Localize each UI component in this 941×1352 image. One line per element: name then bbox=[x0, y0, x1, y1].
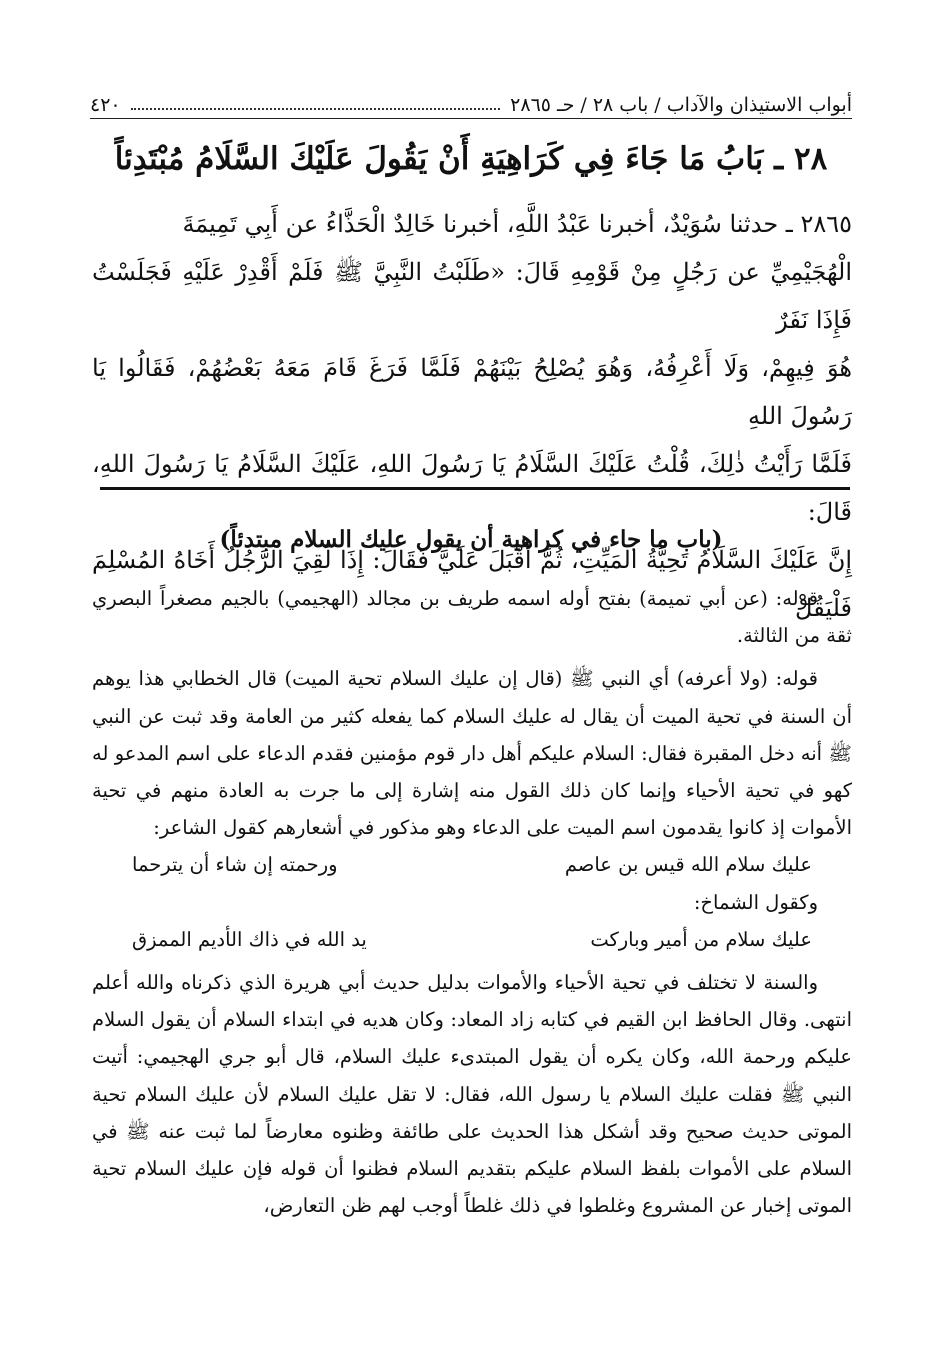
hadith-line: فَلَمَّا رَأَيْتُ ذٰلِكَ، قُلْتُ عَلَيْكَ السَّلَامُ يَا رَسُولَ اللهِ، عَلَيْكَ السَّلَامُ يَا رَسُولَ اللهِ، قَالَ: bbox=[92, 450, 852, 526]
hadith-line: إِنَّ عَلَيْكَ السَّلَامُ تَحِيَّةُ المَيِّتِ، ثُمَّ أَقْبَلَ عَلَيَّ فَقَالَ: إِذَا لَقِيَ الرَّجُلُ أَخَاهُ المُسْلِمَ فَلْيَقُلْ bbox=[92, 546, 852, 622]
verse-hemistich: يد الله في ذاك الأديم الممزق bbox=[132, 927, 367, 951]
verse-intro: وكقول الشماخ: bbox=[693, 890, 818, 914]
running-title: أبواب الاستيذان والآداب / باب ٢٨ / حـ ٢٨٦٥ bbox=[510, 94, 852, 116]
hadith-line: ٢٨٦٥ ـ حدثنا سُوَيْدٌ، أخبرنا عَبْدُ اللَّهِ، أخبرنا خَالِدٌ الْحَذَّاءُ عن أَبِي تَمِيمَةَ bbox=[182, 210, 852, 238]
running-header bbox=[90, 82, 852, 116]
poem-verse bbox=[92, 846, 852, 883]
header-rule bbox=[90, 118, 852, 119]
commentary-text bbox=[92, 580, 852, 1224]
page-number: ٤٢٠ bbox=[90, 94, 121, 116]
commentary-title: (باب ما جاء في كراهية أن يقول عليك السلام مبتدئاً) bbox=[219, 526, 723, 553]
dot-leader bbox=[131, 108, 501, 110]
hadith-text bbox=[92, 200, 852, 632]
commentary-paragraph: قوله: (عن أبي تميمة) بفتح أوله اسمه طريف بن مجالد (الهجيمي) بالجيم مصغراً البصري ثقة من الثالثة. bbox=[92, 587, 852, 648]
chapter-title: ٢٨ ـ بَابُ مَا جَاءَ فِي كَرَاهِيَةِ أَنْ يَقُولَ عَلَيْكَ السَّلَامُ مُبْتَدِئاً bbox=[114, 141, 828, 177]
poem-verse bbox=[92, 921, 852, 958]
commentary-paragraph: قوله: (ولا أعرفه) أي النبي ﷺ (قال إن عليك السلام تحية الميت) قال الخطابي هذا يوهم أن السنة في تحية الميت أن يقال له عليك السلام كما يفعله كثير من العامة وقد ثبت عن النبي ﷺ أنه دخل المقبرة فقال: السلام عليكم أهل دار قوم مؤمنين فقدم الدعاء على اسم المدعو له كهو في تحية الأحياء وإنما كان ذلك القول منه إشارة إلى ما جرت به العادة منهم في تحية الأموات إذ كانوا يقدمون اسم الميت على الدعاء وهو مذكور في أشعارهم كقول الشاعر: bbox=[92, 667, 852, 840]
hadith-line: هُوَ فِيهِمْ، وَلَا أَعْرِفُهُ، وَهُوَ يُصْلِحُ بَيْنَهُمْ فَلَمَّا فَرَغَ قَامَ مَعَهُ بَعْضُهُمْ، فَقَالُوا يَا رَسُولَ اللهِ bbox=[92, 354, 853, 430]
verse-hemistich: ورحمته إن شاء أن يترحما bbox=[132, 853, 338, 877]
verse-hemistich: عليك سلام الله قيس بن عاصم bbox=[564, 853, 812, 877]
verse-hemistich: عليك سلام من أمير وباركت bbox=[590, 927, 812, 951]
hadith-line: الْهُجَيْمِيِّ عن رَجُلٍ مِنْ قَوْمِهِ قَالَ: «طَلَبْتُ النَّبِيَّ ﷺ فَلَمْ أَقْدِرْ عَلَيْهِ فَجَلَسْتُ فَإِذَا نَفَرٌ bbox=[92, 258, 852, 334]
section-divider bbox=[100, 487, 850, 490]
commentary-paragraph: والسنة لا تختلف في تحية الأحياء والأموات بدليل حديث أبي هريرة الذي ذكرناه والله أعلم انتهى. وقال الحافظ ابن القيم في كتابه زاد المعاد: وكان هديه في ابتداء السلام أن يقول السلام عليكم ورحمة الله، وكان يكره أن يقول المبتدىء عليك السلام، قال أبو جري الهجيمي: أتيت النبي ﷺ فقلت عليك السلام يا رسول الله، فقال: لا تقل عليك السلام لأن عليك السلام تحية الموتى حديث صحيح وقد أشكل هذا الحديث على طائفة وظنوه معارضاً لما ثبت عنه ﷺ في السلام على الأموات بلفظ السلام عليكم بتقديم السلام فظنوا أن قوله فإن عليك السلام تحية الموتى إخبار عن المشروع وغلطوا في ذلك غلطاً أوجب لهم ظن التعارض، bbox=[92, 971, 852, 1218]
